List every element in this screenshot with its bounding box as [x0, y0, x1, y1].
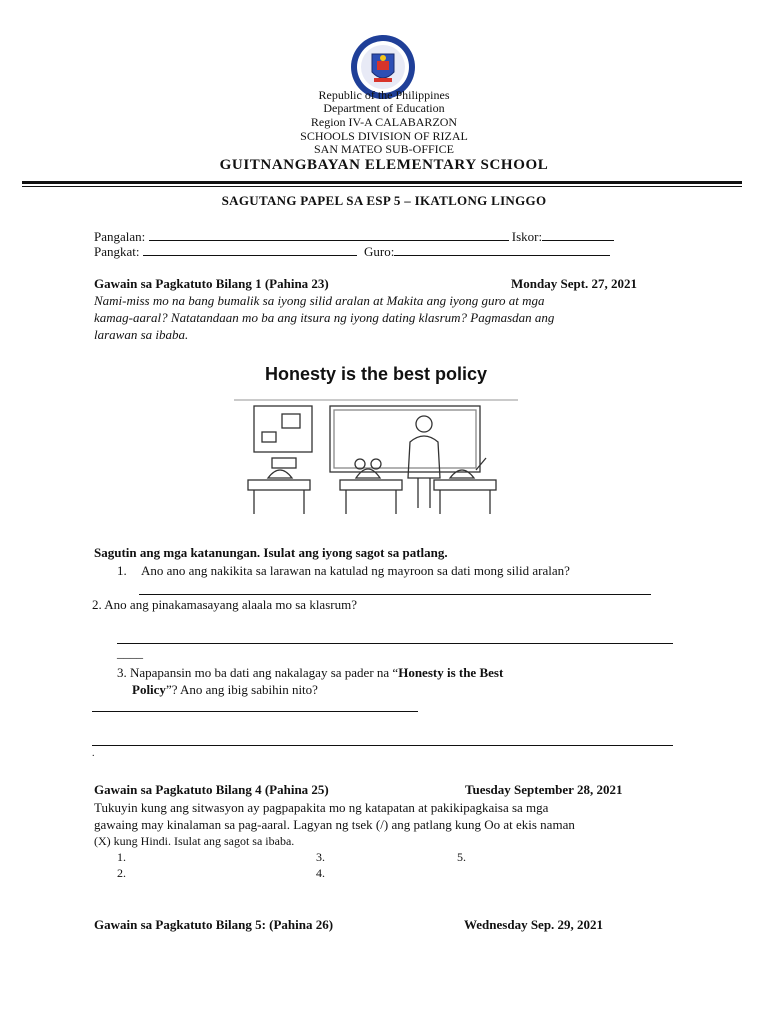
- question-2: 2. Ano ang pinakamasayang alaala mo sa klasrum?: [92, 597, 357, 612]
- question-3-line1: [117, 665, 503, 681]
- activity1-intro-2: kamag-aaral? Natatandaan mo ba ang itsura ng iyong dating klasrum? Pagmasdan ang: [94, 310, 555, 325]
- answer-number-4: 4.: [316, 866, 325, 880]
- question-3-suffix: ”? Ano ang ibig sabihin nito?: [165, 682, 318, 697]
- answer-line-2-tail: ____: [117, 645, 143, 660]
- name-field[interactable]: [149, 229, 509, 241]
- name-row: [94, 229, 614, 245]
- score-label: Iskor:: [511, 229, 543, 244]
- school-name: GUITNANGBAYAN ELEMENTARY SCHOOL: [219, 157, 549, 173]
- questions-instruction: Sagutin ang mga katanungan. Isulat ang iyong sagot sa patlang.: [94, 545, 448, 560]
- stray-dot: .: [92, 748, 95, 759]
- activity1-date: Monday Sept. 27, 2021: [511, 276, 638, 291]
- activity4-text-3: (X) kung Hindi. Isulat ang sagot sa ibaba.: [94, 834, 295, 848]
- activity4-text-1: Tukuyin kung ang sitwasyon ay pagpapakita mo ng katapatan at pakikipagkaisa sa mga: [94, 800, 549, 815]
- name-label: Pangalan:: [94, 229, 146, 244]
- activity5-heading: Gawain sa Pagkatuto Bilang 5: (Pahina 26): [94, 917, 334, 932]
- question-3-prefix: 3. Napapansin mo ba dati ang nakalagay sa pader na “: [117, 665, 399, 680]
- document-title: SAGUTANG PAPEL SA ESP 5 – IKATLONG LINGGO: [221, 193, 547, 208]
- teacher-field[interactable]: [394, 244, 610, 256]
- answer-number-5: 5.: [457, 850, 466, 864]
- answer-number-3: 3.: [316, 850, 325, 864]
- section-label: Pangkat:: [94, 244, 140, 259]
- teacher-label: Guro:: [364, 244, 395, 259]
- answer-line-3a[interactable]: [92, 711, 418, 712]
- question-1-number: 1.: [117, 563, 127, 578]
- question-3-line2: [132, 682, 318, 698]
- republic-line: Republic of the Philippines: [318, 88, 450, 102]
- section-field[interactable]: [143, 244, 357, 256]
- score-field[interactable]: [542, 229, 614, 241]
- picture-caption: Honesty is the best policy: [264, 364, 488, 384]
- answer-line-3b[interactable]: [92, 745, 673, 746]
- question-1: Ano ano ang nakikita sa larawan na katulad ng mayroon sa dati mong silid aralan?: [141, 563, 570, 578]
- activity1-intro-1: Nami-miss mo na bang bumalik sa iyong silid aralan at Makita ang iyong guro at mga: [94, 293, 545, 308]
- section-row: [94, 244, 610, 260]
- question-3-quote: Honesty is the Best: [398, 665, 504, 680]
- activity4-heading: Gawain sa Pagkatuto Bilang 4 (Pahina 25): [94, 782, 329, 797]
- question-3-quote-end: Policy: [132, 682, 166, 697]
- answer-line-2[interactable]: [117, 643, 673, 644]
- header-divider-thin: [22, 186, 742, 187]
- activity5-date: Wednesday Sep. 29, 2021: [464, 917, 604, 932]
- answer-number-2: 2.: [117, 866, 126, 880]
- header-divider: [22, 181, 742, 184]
- classroom-illustration: [234, 358, 518, 518]
- activity1-intro-3: larawan sa ibaba.: [94, 327, 189, 342]
- activity4-date: Tuesday September 28, 2021: [465, 782, 623, 797]
- region-line: Region IV-A CALABARZON: [310, 115, 458, 129]
- answer-line-1[interactable]: [139, 594, 651, 595]
- activity4-text-2: gawaing may kinalaman sa pag-aaral. Lagyan ng tsek (/) ang patlang kung Oo at ekis naman: [94, 817, 575, 832]
- activity1-heading: Gawain sa Pagkatuto Bilang 1 (Pahina 23): [94, 276, 329, 291]
- department-line: Department of Education: [323, 101, 445, 115]
- suboffice-line: SAN MATEO SUB-OFFICE: [313, 142, 455, 156]
- answer-number-1: 1.: [117, 850, 126, 864]
- division-line: SCHOOLS DIVISION OF RIZAL: [300, 129, 468, 143]
